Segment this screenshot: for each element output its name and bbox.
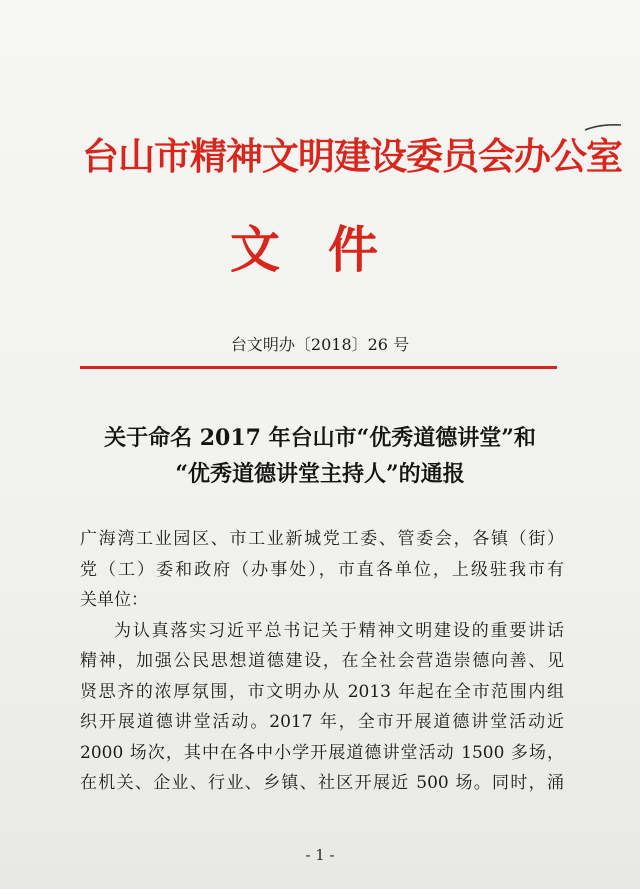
paragraph-1-line-6: 在机关、企业、行业、乡镇、社区开展近 500 场。同时，涌 [80,773,564,793]
notice-title-line-1: 关于命名 2017 年台山市“优秀道德讲堂”和 [104,425,536,451]
notice-title [0,420,640,492]
issuer-name: 台山市精神文明建设委员会办公室 [82,134,622,178]
recipients-line-3: 关单位： [80,590,148,610]
red-separator-line [80,366,557,369]
document-number: 台文明办〔2018〕26 号 [230,335,410,354]
paragraph-1-line-4: 织开展道德讲堂活动。2017 年，全市开展道德讲堂活动近 [80,712,564,732]
paragraph-1-line-1: 为认真落实习近平总书记关于精神文明建设的重要讲话 [114,620,564,641]
recipients-line-1: 广海湾工业园区、市工业新城党工委、管委会，各镇（街） [80,529,564,549]
page-number: - 1 - [305,846,335,864]
notice-body [80,524,564,799]
recipients-line-2: 党（工）委和政府（办事处），市直各单位，上级驻我市有 [80,559,564,580]
notice-title-line-2: “优秀道德讲堂主持人”的通报 [175,461,465,487]
paragraph-1-line-2: 精神，加强公民思想道德建设，在全社会营造崇德向善、见 [80,651,564,671]
pen-stroke-mark [583,120,623,134]
paragraph-1-line-3: 贤思齐的浓厚氛围，市文明办从 2013 年起在全市范围内组 [80,681,564,702]
document-type-heading: 文件 [230,220,426,279]
paragraph-1-line-5: 2000 场次，其中在各中小学开展道德讲堂活动 1500 多场， [80,742,564,763]
